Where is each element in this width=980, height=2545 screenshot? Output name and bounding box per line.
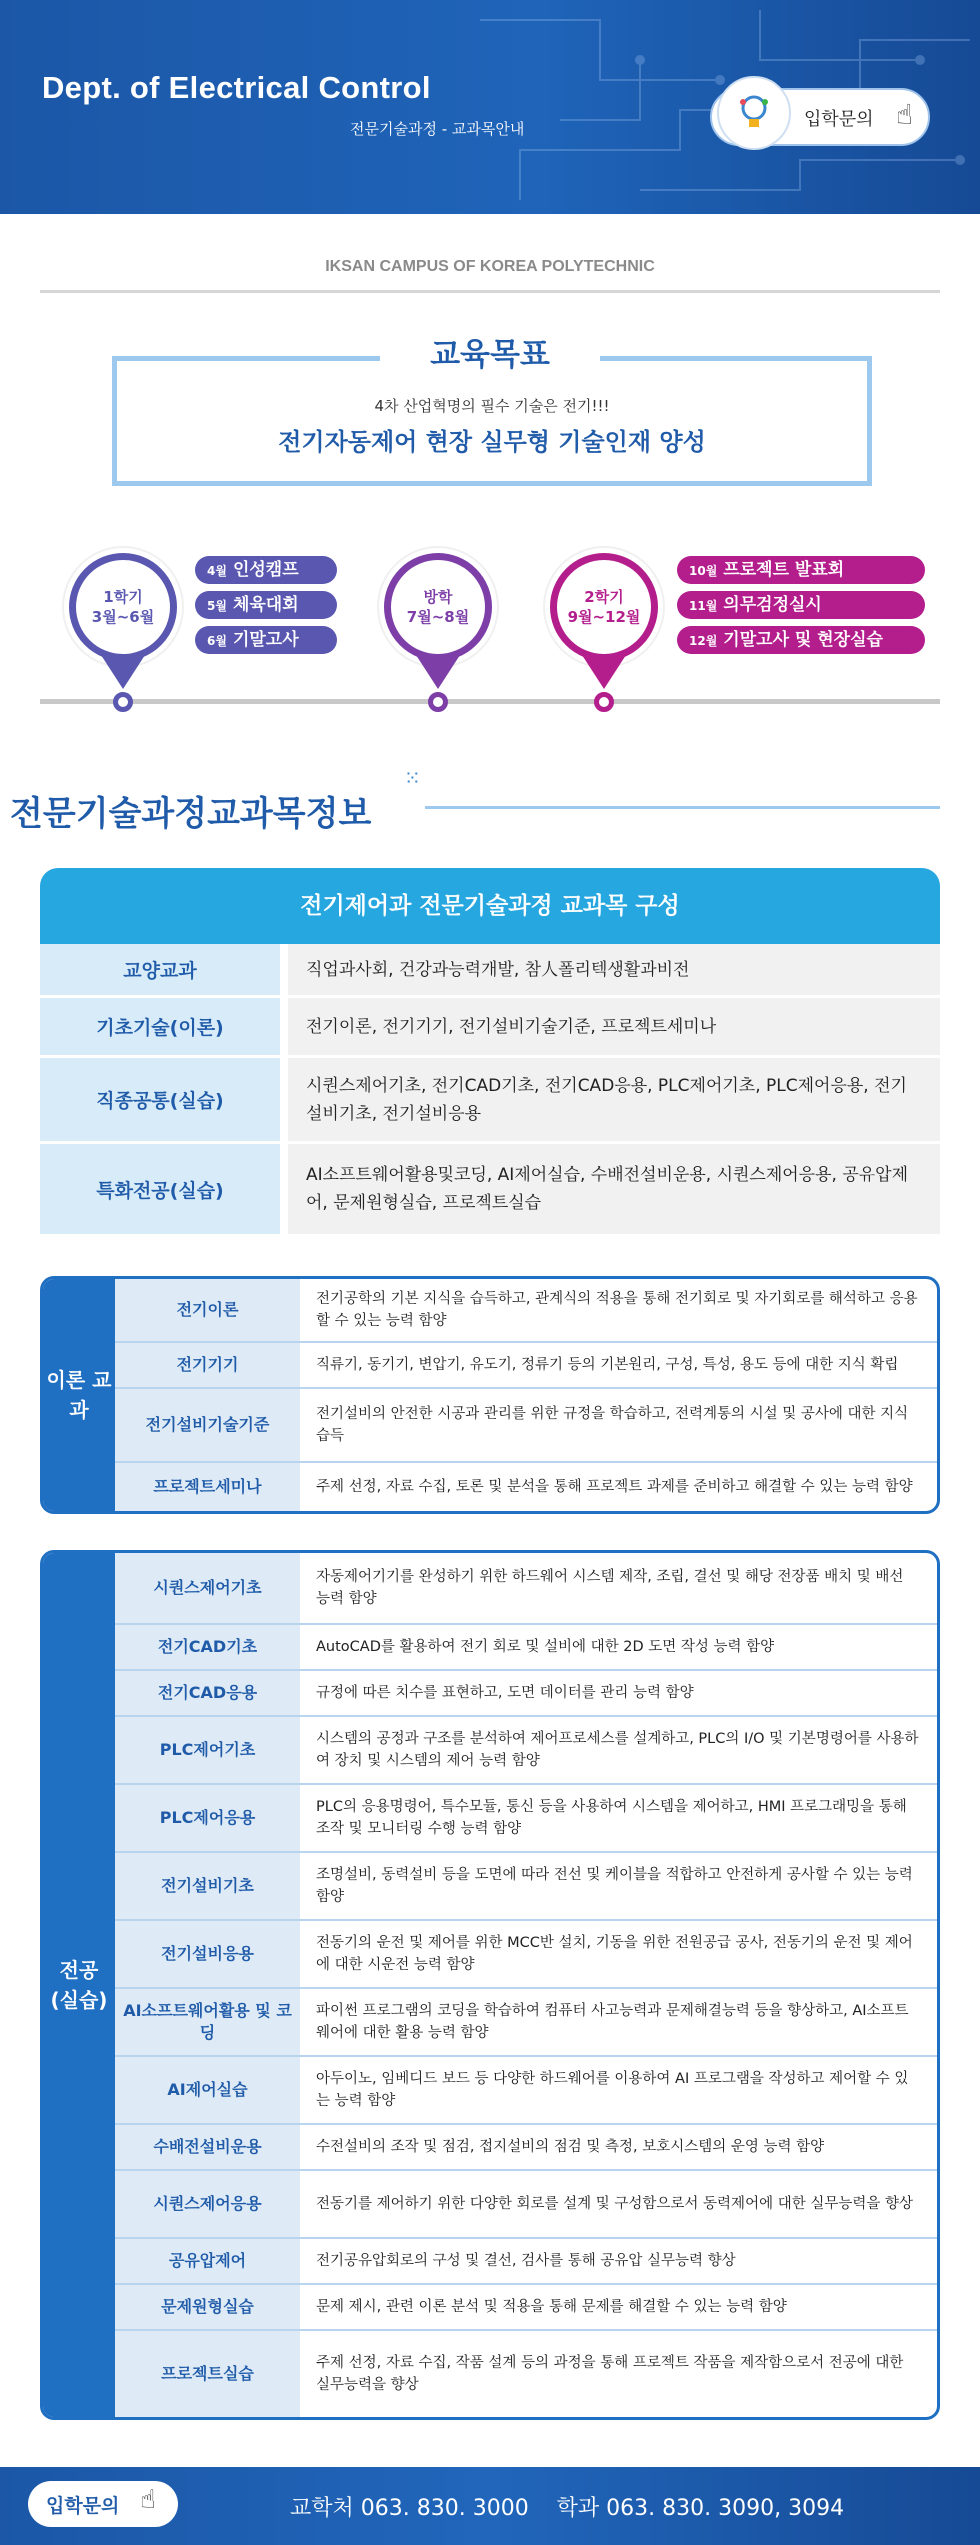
- event-month: 12월: [689, 634, 718, 648]
- course-name: 전기설비기술기준: [115, 1389, 300, 1461]
- header-subtitle: 전문기술과정 - 교과목안내: [350, 120, 525, 138]
- goal-line-1: 4차 산업혁명의 필수 기술은 전기!!!: [374, 397, 610, 415]
- event-month: 5월: [207, 599, 227, 613]
- event-name: 인성캠프: [232, 560, 299, 580]
- course-description: 수전설비의 조작 및 점검, 접지설비의 점검 및 측정, 보호시스템의 운영 능력 함양: [316, 2139, 825, 2155]
- course-description: 규정에 따른 치수를 표현하고, 도면 데이터를 관리 능력 함양: [316, 1685, 694, 1701]
- section-title: 전문기술과정교과목정보: [10, 794, 372, 834]
- event-month: 10월: [689, 564, 718, 578]
- course-row: [115, 1343, 937, 1389]
- course-row: [115, 2331, 937, 2417]
- course-row: [115, 1625, 937, 1671]
- education-goal-title: 교육목표: [380, 330, 600, 380]
- course-description: 문제 제시, 관련 이론 분석 및 적용을 통해 문제를 해결할 수 있는 능력 함양: [316, 2299, 787, 2315]
- timeline-pin-semester2: [545, 548, 663, 666]
- footer-admission-button[interactable]: [28, 2481, 178, 2527]
- course-description: 주제 선정, 자료 수집, 작품 설계 등의 과정을 통해 프로젝트 작품을 제작함으로서 전공에 대한 실무능력을 향상: [316, 2355, 904, 2393]
- course-name: AI제어실습: [115, 2057, 300, 2123]
- curriculum-subjects: 시퀀스제어기초, 전기CAD기초, 전기CAD응용, PLC제어기초, PLC제어응용, 전기설비기초, 전기설비응용: [288, 1058, 940, 1141]
- pin-label: 1학기: [103, 588, 143, 606]
- course-row: [115, 2057, 937, 2125]
- course-description: 직류기, 동기기, 변압기, 유도기, 정류기 등의 기본원리, 구성, 특성, 용도 등에 대한 지식 확립: [316, 1357, 899, 1373]
- course-name: 프로젝트실습: [115, 2331, 300, 2417]
- admission-label: 입학문의: [804, 109, 874, 130]
- event-name: 의무검정실시: [723, 595, 822, 615]
- event-pill: [195, 591, 337, 619]
- event-month: 6월: [207, 634, 227, 648]
- pin-period: 3월~6월: [91, 608, 155, 626]
- curriculum-heading: 전기제어과 전문기술과정 교과목 구성: [40, 868, 940, 944]
- course-row: [115, 2285, 937, 2331]
- event-pill: [195, 556, 337, 584]
- pin-tail: [416, 655, 460, 689]
- course-name: 전기기기: [115, 1343, 300, 1387]
- curriculum-subjects: AI소프트웨어활용및코딩, AI제어실습, 수배전설비운용, 시퀀스제어응용, 공유압제어, 문제원형실습, 프로젝트실습: [288, 1144, 940, 1234]
- major-courses-table: [40, 1550, 940, 2420]
- curriculum-row: [40, 1144, 940, 1234]
- course-name: 전기설비기초: [115, 1853, 300, 1919]
- curriculum-subjects: 직업과사회, 건강과능력개발, 참人폴리텍생활과비전: [288, 944, 940, 995]
- course-description: 시스템의 공정과 구조를 분석하여 제어프로세스를 설계하고, PLC의 I/O 및 기본명령어를 사용하여 장치 및 시스템의 제어 능력 함양: [316, 1731, 919, 1769]
- course-description: PLC의 응용명령어, 특수모듈, 통신 등을 사용하여 시스템을 제어하고, HMI 프로그래밍을 통해 조작 및 모니터링 수행 능력 함양: [316, 1799, 907, 1837]
- timeline-dot: [113, 692, 133, 712]
- course-name: 문제원형실습: [115, 2285, 300, 2329]
- course-description: 아두이노, 임베디드 보드 등 다양한 하드웨어를 이용하여 AI 프로그램을 작성하고 제어할 수 있는 능력 함양: [316, 2071, 909, 2109]
- theory-side-label: 이론 교과: [43, 1279, 115, 1511]
- course-name: 전기설비응용: [115, 1921, 300, 1987]
- course-row: [115, 1463, 937, 1511]
- event-month: 4월: [207, 564, 227, 578]
- timeline-pin-vacation: [379, 548, 497, 666]
- course-row: [115, 1553, 937, 1625]
- course-row: [115, 1279, 937, 1343]
- event-name: 기말고사: [232, 630, 299, 650]
- event-month: 11월: [689, 599, 718, 613]
- curriculum-category: 교양교과: [40, 944, 280, 995]
- footer-bar: [0, 2467, 980, 2545]
- course-name: PLC제어응용: [115, 1785, 300, 1851]
- course-row: [115, 1921, 937, 1989]
- bulb-logo-icon: [729, 88, 779, 138]
- contact-numbers: 교학처 063. 830. 3000 학과 063. 830. 3090, 3094: [290, 2496, 845, 2521]
- pointer-hand-icon: ☝: [896, 98, 914, 131]
- course-row: [115, 1989, 937, 2057]
- course-name: 공유압제어: [115, 2239, 300, 2283]
- course-row: [115, 2239, 937, 2285]
- campus-name: IKSAN CAMPUS OF KOREA POLYTECHNIC: [325, 258, 655, 275]
- event-pill: [677, 591, 925, 619]
- course-name: 전기이론: [115, 1279, 300, 1341]
- course-description: 자동제어기기를 완성하기 위한 하드웨어 시스템 제작, 조립, 결선 및 해당 전장품 배치 및 배선 능력 함양: [316, 1569, 904, 1607]
- course-row: [115, 2171, 937, 2239]
- timeline-dot: [594, 692, 614, 712]
- pin-label: 2학기: [584, 588, 624, 606]
- event-pill: [195, 626, 337, 654]
- admission-inquiry-button[interactable]: [710, 88, 930, 146]
- course-description: 전기공학의 기본 지식을 습득하고, 관계식의 적용을 통해 전기회로 및 자기회로를 해석하고 응용할 수 있는 능력 함양: [316, 1291, 918, 1329]
- course-description: 주제 선정, 자료 수집, 토론 및 분석을 통해 프로젝트 과제를 준비하고 해결할 수 있는 능력 함양: [316, 1479, 913, 1495]
- curriculum-row: [40, 998, 940, 1058]
- course-name: 전기CAD응용: [115, 1671, 300, 1715]
- section-underline: [425, 806, 940, 809]
- curriculum-category: 기초기술(이론): [40, 998, 280, 1055]
- timeline-line: [40, 699, 940, 704]
- pin-tail: [582, 655, 626, 689]
- major-side-label: 전공 (실습): [43, 1553, 115, 2417]
- pin-period: 7월~8월: [406, 608, 470, 626]
- footer-admission-label: 입학문의: [46, 2495, 120, 2517]
- course-name: 수배전설비운용: [115, 2125, 300, 2169]
- course-description: 전기설비의 안전한 시공과 관리를 위한 규정을 학습하고, 전력계통의 시설 및 공사에 대한 지식 습득: [316, 1406, 909, 1444]
- course-name: AI소프트웨어활용 및 코딩: [115, 1989, 300, 2055]
- department-title: Dept. of Electrical Control: [42, 70, 431, 105]
- course-row: [115, 2125, 937, 2171]
- course-description: 전기공유압회로의 구성 및 결선, 검사를 통해 공유압 실무능력 향상: [316, 2253, 736, 2269]
- header-banner: [0, 0, 980, 214]
- event-pill: [677, 556, 925, 584]
- curriculum-row: [40, 1058, 940, 1144]
- event-name: 프로젝트 발표회: [723, 560, 845, 580]
- pin-label: 방학: [423, 588, 453, 606]
- course-name: 전기CAD기초: [115, 1625, 300, 1669]
- course-description: 전동기의 운전 및 제어를 위한 MCC반 설치, 기동을 위한 전원공급 공사, 전동기의 운전 및 제어에 대한 시운전 능력 함양: [316, 1935, 913, 1973]
- course-row: [115, 1389, 937, 1463]
- theory-courses-table: [40, 1276, 940, 1514]
- event-name: 기말고사 및 현장실습: [723, 630, 883, 650]
- divider: [40, 290, 940, 293]
- course-description: 전동기를 제어하기 위한 다양한 회로를 설계 및 구성함으로서 동력제어에 대한 실무능력을 향상: [316, 2196, 913, 2212]
- course-row: [115, 1785, 937, 1853]
- timeline-pin-semester1: [64, 548, 182, 666]
- curriculum-subjects: 전기이론, 전기기기, 전기설비기술기준, 프로젝트세미나: [288, 998, 940, 1055]
- curriculum-row: [40, 944, 940, 998]
- pin-tail: [101, 655, 145, 689]
- curriculum-category: 직종공통(실습): [40, 1058, 280, 1141]
- course-row: [115, 1717, 937, 1785]
- event-name: 체육대회: [232, 595, 299, 615]
- course-description: 파이썬 프로그램의 코딩을 학습하여 컴퓨터 사고능력과 문제해결능력 등을 향상하고, AI소프트웨어에 대한 활용 능력 함양: [316, 2003, 909, 2041]
- course-row: [115, 1671, 937, 1717]
- course-name: 시퀀스제어기초: [115, 1553, 300, 1623]
- course-row: [115, 1853, 937, 1921]
- course-name: PLC제어기초: [115, 1717, 300, 1783]
- curriculum-category: 특화전공(실습): [40, 1144, 280, 1234]
- event-pill: [677, 626, 925, 654]
- pin-period: 9월~12월: [567, 608, 641, 626]
- course-description: AutoCAD를 활용하여 전기 회로 및 설비에 대한 2D 도면 작성 능력 함양: [316, 1639, 775, 1655]
- college-logo: [717, 76, 791, 150]
- sparkle-icon: ⁙: [404, 766, 421, 790]
- course-description: 조명설비, 동력설비 등을 도면에 따라 전선 및 케이블을 적합하고 안전하게 공사할 수 있는 능력 함양: [316, 1867, 913, 1905]
- course-name: 프로젝트세미나: [115, 1463, 300, 1511]
- course-name: 시퀀스제어응용: [115, 2171, 300, 2237]
- pointer-hand-icon: ☝: [140, 2485, 156, 2515]
- timeline-dot: [428, 692, 448, 712]
- goal-line-2: 전기자동제어 현장 실무형 기술인재 양성: [278, 428, 706, 456]
